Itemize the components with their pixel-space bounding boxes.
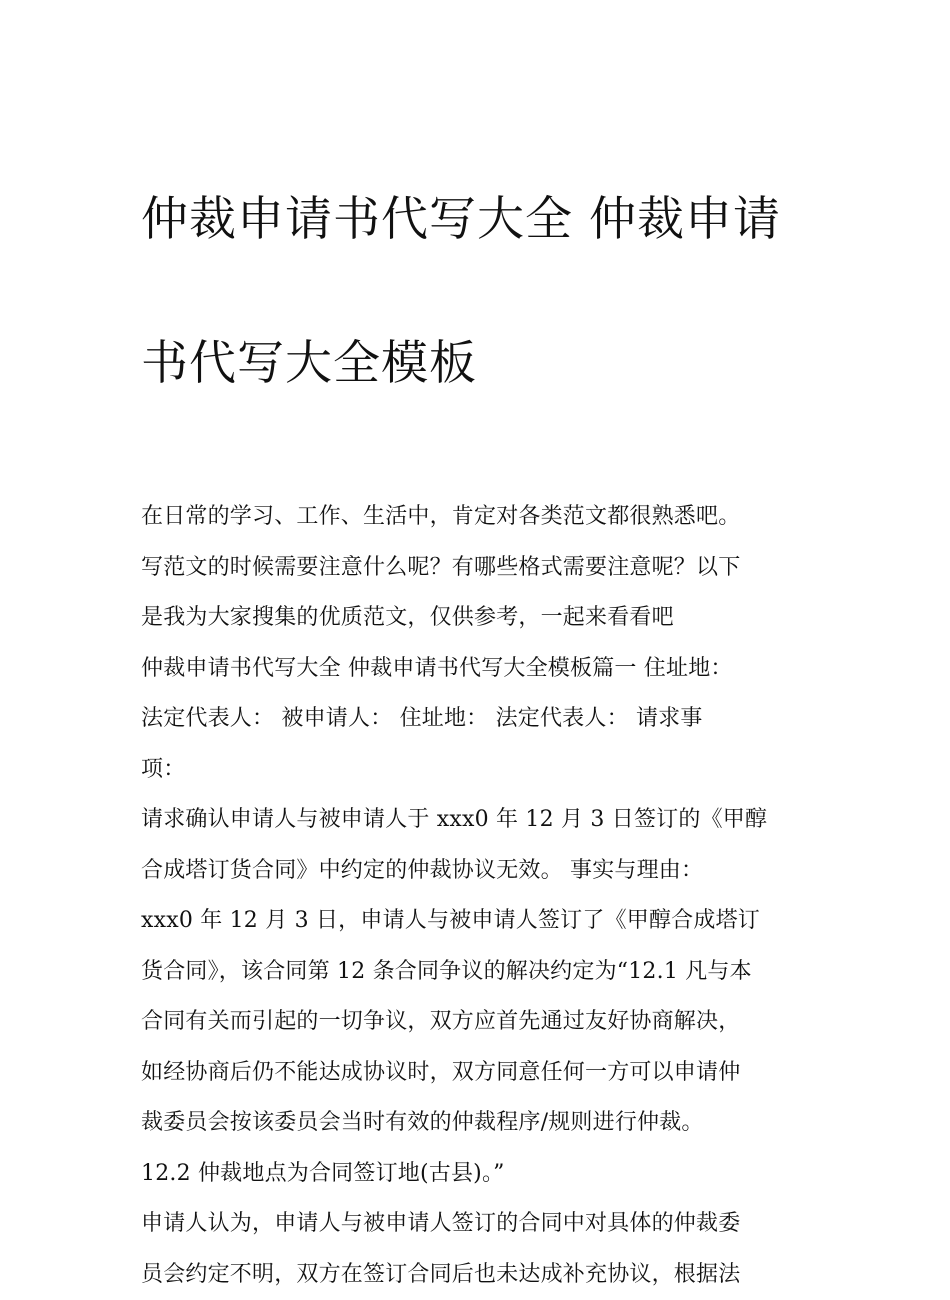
body-line: 如经协商后仍不能达成协议时，双方同意任何一方可以申请仲 <box>141 1048 821 1099</box>
document-content <box>141 112 821 1300</box>
body-line: 是我为大家搜集的优质范文，仅供参考，一起来看看吧 <box>141 593 821 644</box>
title-line: 仲裁申请书代写大全 仲裁申请 <box>141 184 821 256</box>
document-title <box>141 112 821 472</box>
body-line: 在日常的学习、工作、生活中，肯定对各类范文都很熟悉吧。 <box>141 492 821 543</box>
body-line: 合同有关而引起的一切争议，双方应首先通过友好协商解决， <box>141 997 821 1048</box>
body-line: 员会约定不明，双方在签订合同后也未达成补充协议，根据法 <box>141 1250 821 1300</box>
body-line: 申请人认为，申请人与被申请人签订的合同中对具体的仲裁委 <box>141 1199 821 1250</box>
body-line: 请求确认申请人与被申请人于 xxx0 年 12 月 3 日签订的《甲醇 <box>141 795 821 846</box>
body-line: 项： <box>141 745 821 796</box>
body-line: 写范文的时候需要注意什么呢？有哪些格式需要注意呢？以下 <box>141 543 821 594</box>
title-line: 书代写大全模板 <box>141 328 821 400</box>
body-line: 裁委员会按该委员会当时有效的仲裁程序/规则进行仲裁。 <box>141 1098 821 1149</box>
body-line: 货合同》，该合同第 12 条合同争议的解决约定为“12.1 凡与本 <box>141 947 821 998</box>
body-line: 仲裁申请书代写大全 仲裁申请书代写大全模板篇一 住址地： <box>141 644 821 695</box>
document-body <box>141 492 821 1300</box>
body-line: xxx0 年 12 月 3 日，申请人与被申请人签订了《甲醇合成塔订 <box>141 896 821 947</box>
body-line: 12.2 仲裁地点为合同签订地(古县)。” <box>141 1149 821 1200</box>
body-line: 法定代表人： 被申请人： 住址地： 法定代表人： 请求事 <box>141 694 821 745</box>
body-line: 合成塔订货合同》中约定的仲裁协议无效。 事实与理由： <box>141 846 821 897</box>
